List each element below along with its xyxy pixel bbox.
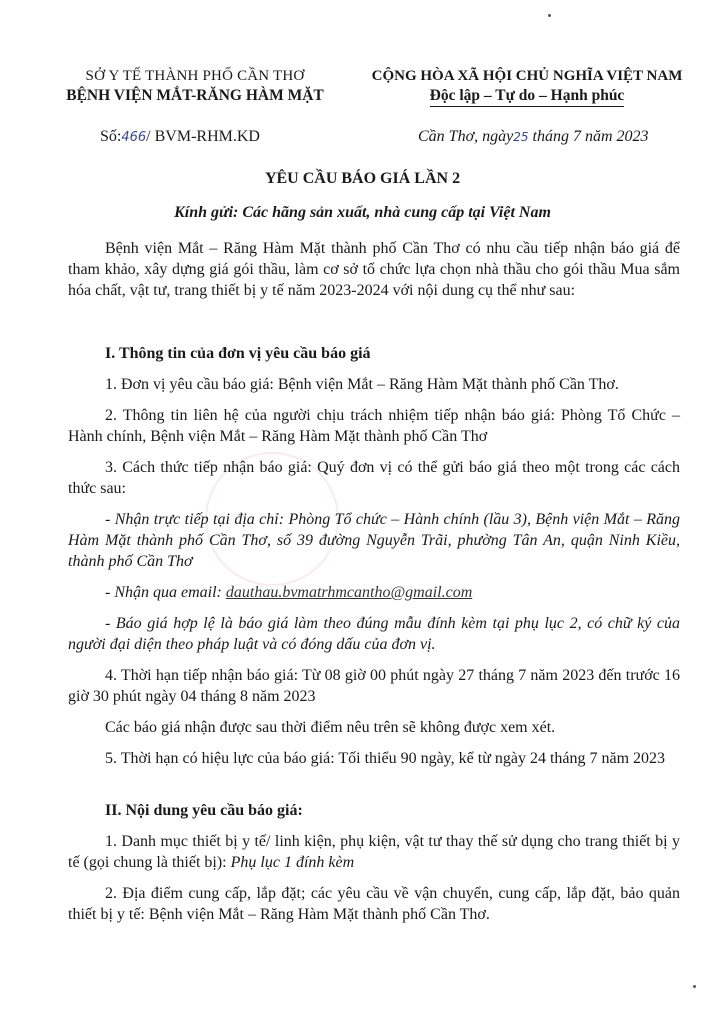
section-1-heading: I. Thông tin của đơn vị yêu cầu báo giá	[105, 345, 371, 362]
agency-name: SỞ Y TẾ THÀNH PHỐ CẦN THƠ	[85, 68, 305, 84]
doc-no-prefix: Số:	[100, 128, 122, 145]
section-1-item-3: 3. Cách thức tiếp nhận báo giá: Quý đơn vị có thể gửi báo giá theo một trong các cách thức sau:	[68, 459, 680, 497]
section-1-item-1: 1. Đơn vị yêu cầu báo giá: Bệnh viện Mắt – Răng Hàm Mặt thành phố Cần Thơ.	[105, 376, 619, 393]
motto-text: Độc lập – Tự do – Hạnh phúc	[430, 87, 625, 107]
scan-speck	[693, 985, 696, 988]
direct-delivery-address: - Nhận trực tiếp tại địa chỉ: Phòng Tổ chức – Hành chính (lầu 3), Bệnh viện Mắt – Răng Hàm Mặt thành phố Cần Thơ, số 39 đường Nguyễn Trãi, phường Tân An, quận Ninh Kiều, thành phố Cần Thơ	[68, 511, 680, 570]
section-2-item-1-text: 1. Danh mục thiết bị y tế/ linh kiện, phụ kiện, vật tư thay thế sử dụng cho trang thiết bị y tế (gọi chung là thiết bị):	[68, 833, 680, 871]
date-prefix: Cần Thơ, ngày	[418, 128, 514, 145]
intro-paragraph: Bệnh viện Mắt – Răng Hàm Mặt thành phố Cần Thơ có nhu cầu tiếp nhận báo giá để tham khảo, xây dựng giá gói thầu, làm cơ sở tổ chức lựa chọn nhà thầu cho gói thầu Mua sắm hóa chất, vật tư, trang thiết bị y tế năm 2023-2024 với nội dung cụ thể như sau:	[68, 240, 680, 299]
document-number	[100, 128, 260, 146]
valid-quote-note: - Báo giá hợp lệ là báo giá làm theo đúng mẫu đính kèm tại phụ lục 2, có chữ ký của người đại diện theo pháp luật và có đóng dấu của đơn vị.	[68, 615, 680, 653]
section-1-item-5: 5. Thời hạn có hiệu lực của báo giá: Tối thiểu 90 ngày, kể từ ngày 24 tháng 7 năm 2023	[105, 750, 666, 767]
date-handwritten: 25	[513, 130, 529, 144]
section-2-heading: II. Nội dung yêu cầu báo giá:	[105, 802, 303, 819]
section-1-item-2: 2. Thông tin liên hệ của người chịu trách nhiệm tiếp nhận báo giá: Phòng Tổ Chức – Hành chính, Bệnh viện Mắt – Răng Hàm Mặt thành phố Cần Thơ	[68, 407, 680, 445]
appendix-1-reference: Phụ lục 1 đính kèm	[230, 854, 355, 871]
doc-no-suffix: / BVM-RHM.KD	[146, 128, 260, 145]
email-label: - Nhận qua email:	[105, 584, 222, 601]
scan-speck	[548, 14, 551, 17]
hospital-name: BỆNH VIỆN MẮT-RĂNG HÀM MẶT	[66, 87, 324, 104]
email-delivery	[68, 582, 680, 603]
section-1-item-4: 4. Thời hạn tiếp nhận báo giá: Từ 08 giờ 00 phút ngày 27 tháng 7 năm 2023 đến trước 16 giờ 30 phút ngày 04 tháng 8 năm 2023	[68, 667, 680, 705]
section-2-item-1	[68, 831, 680, 873]
nation-name: CỘNG HÒA XÃ HỘI CHỦ NGHĨA VIỆT NAM	[371, 68, 683, 84]
date-suffix: tháng 7 năm 2023	[532, 128, 649, 145]
salutation: Kính gửi: Các hãng sản xuất, nhà cung cấp tại Việt Nam	[174, 204, 551, 221]
late-submission-note: Các báo giá nhận được sau thời điểm nêu trên sẽ không được xem xét.	[105, 719, 556, 736]
document-title: YÊU CẦU BÁO GIÁ LẦN 2	[264, 170, 461, 187]
section-2-item-2: 2. Địa điểm cung cấp, lắp đặt; các yêu cầu về vận chuyển, cung cấp, lắp đặt, bảo quản thiết bị y tế: Bệnh viện Mắt – Răng Hàm Mặt thành phố Cần Thơ.	[68, 885, 680, 923]
email-link[interactable]: dauthau.bvmatrhmcantho@gmail.com	[225, 584, 473, 601]
doc-no-handwritten: 466	[121, 130, 147, 145]
national-motto	[352, 87, 702, 107]
date-line	[418, 128, 649, 146]
